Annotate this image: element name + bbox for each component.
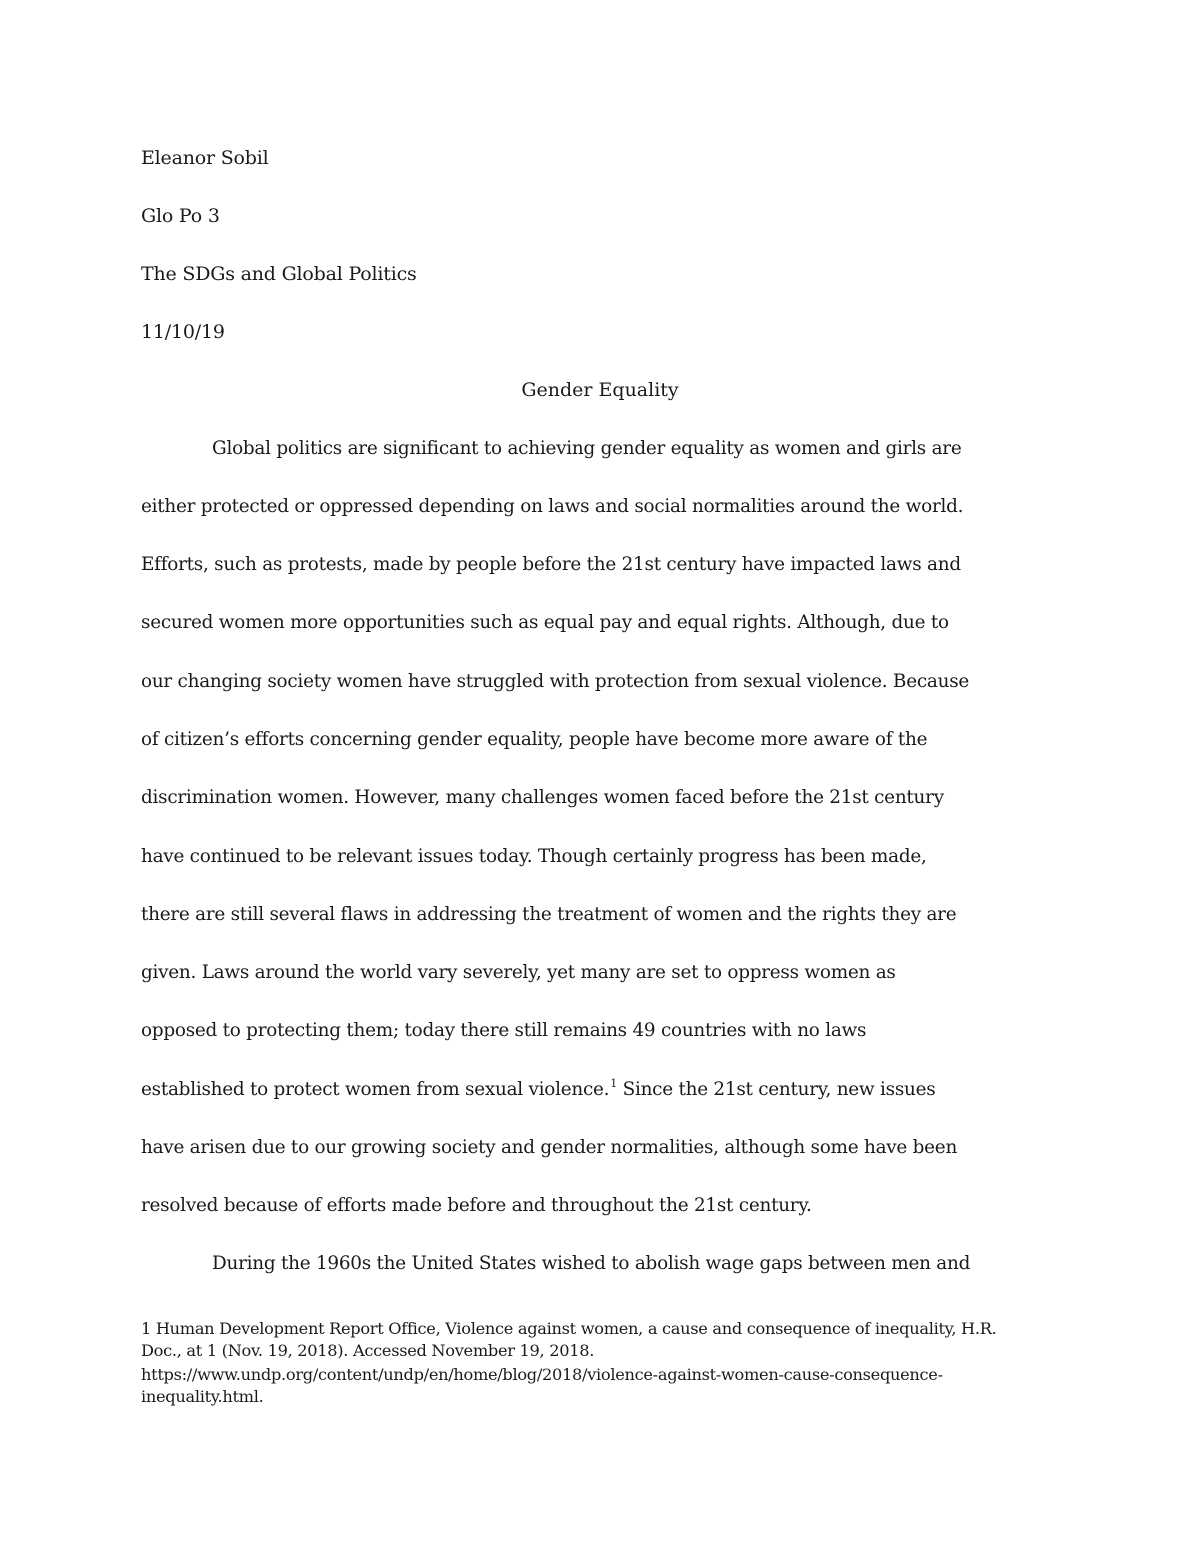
footnote-url[interactable]: https://www.undp.org/content/undp/en/home/blog/2018/violence-against-women-cause-consequence- <box>141 1365 943 1384</box>
class-title: The SDGs and Global Politics <box>141 263 417 285</box>
body-line: resolved because of efforts made before and throughout the 21st century. <box>141 1195 812 1216</box>
body-line-text: established to protect women from sexual violence. <box>141 1079 610 1100</box>
author-name: Eleanor Sobil <box>141 147 269 169</box>
body-line: given. Laws around the world vary severely, yet many are set to oppress women as <box>141 962 896 983</box>
footnote-line: 1 Human Development Report Office, Violence against women, a cause and consequence of inequality, H.R. <box>141 1319 997 1338</box>
body-line: either protected or oppressed depending on laws and social normalities around the world. <box>141 496 964 517</box>
body-line: During the 1960s the United States wished to abolish wage gaps between men and <box>212 1253 971 1274</box>
date: 11/10/19 <box>141 321 225 343</box>
body-line: have continued to be relevant issues today. Though certainly progress has been made, <box>141 846 927 867</box>
body-line: opposed to protecting them; today there still remains 49 countries with no laws <box>141 1020 867 1041</box>
body-line: have arisen due to our growing society and gender normalities, although some have been <box>141 1137 958 1158</box>
body-line: discrimination women. However, many challenges women faced before the 21st century <box>141 787 944 808</box>
body-line: Efforts, such as protests, made by people before the 21st century have impacted laws and <box>141 554 961 575</box>
footnote-url[interactable]: inequality.html. <box>141 1387 264 1406</box>
body-line-with-footnote <box>141 1078 935 1104</box>
body-line: our changing society women have struggled with protection from sexual violence. Because <box>141 671 970 692</box>
footnote-reference[interactable]: 1 <box>610 1077 617 1090</box>
page-title: Gender Equality <box>521 379 679 401</box>
footnote-line: Doc., at 1 (Nov. 19, 2018). Accessed November 19, 2018. <box>141 1341 595 1360</box>
body-line-text: Since the 21st century, new issues <box>622 1079 936 1100</box>
body-line: of citizen’s efforts concerning gender equality, people have become more aware of the <box>141 729 928 750</box>
body-line: there are still several flaws in addressing the treatment of women and the rights they are <box>141 904 957 925</box>
body-line: Global politics are significant to achieving gender equality as women and girls are <box>212 438 962 459</box>
body-line: secured women more opportunities such as equal pay and equal rights. Although, due to <box>141 612 949 633</box>
course-name: Glo Po 3 <box>141 205 220 227</box>
